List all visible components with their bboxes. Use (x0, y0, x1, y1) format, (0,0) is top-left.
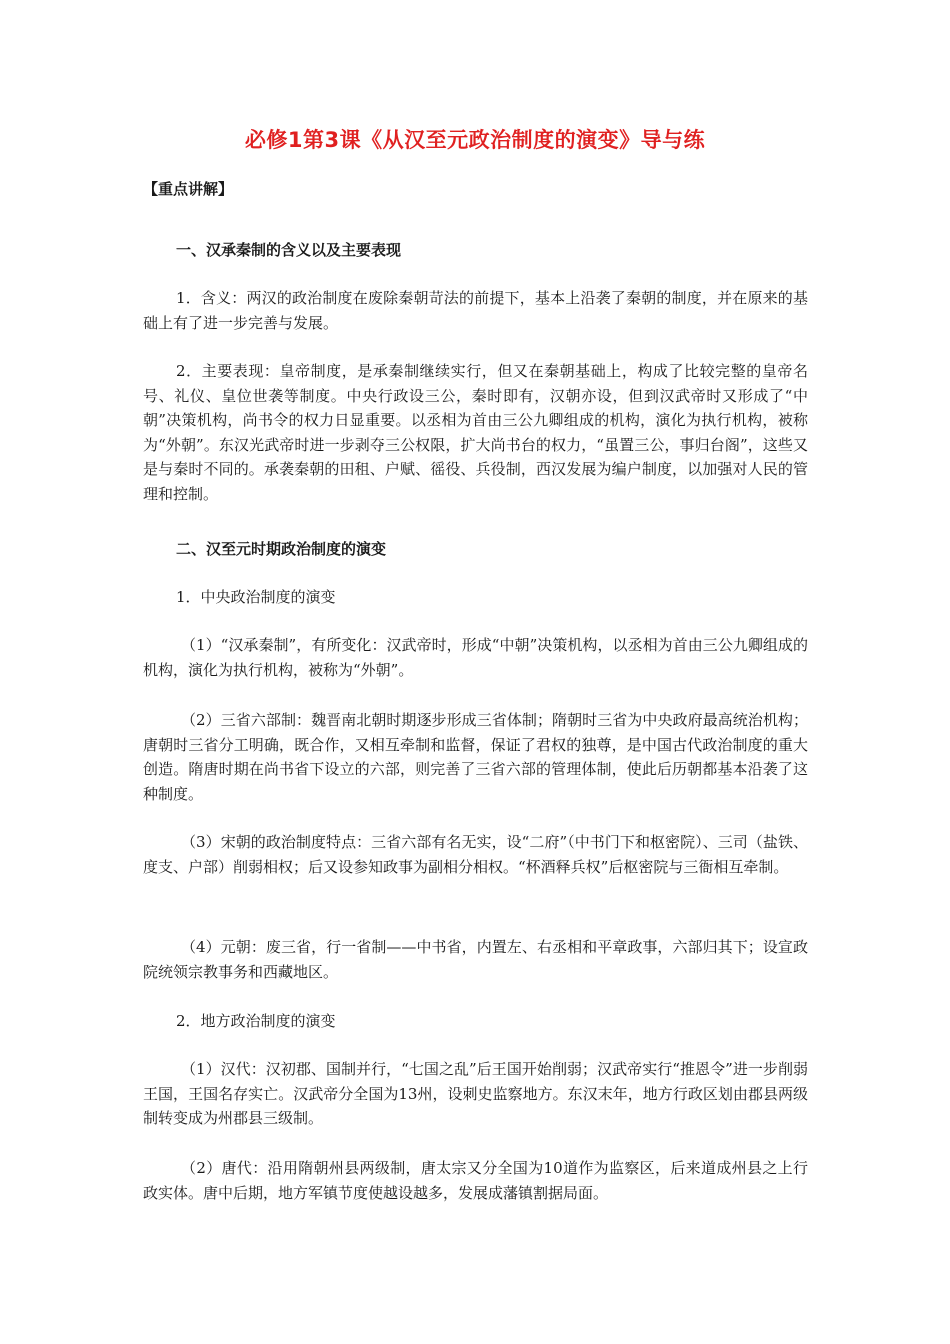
paragraph-local-1: （1）汉代：汉初郡、国制并行，“七国之乱”后王国开始削弱；汉武帝实行“推恩令”进一步削弱王国，王国名存实亡。汉武帝分全国为13州，设刺史监察地方。东汉末年，地方行政区划由郡县两级制转变成为州郡县三级制。 (143, 1060, 808, 1127)
paragraph-central-title: 1．中央政治制度的演变 (176, 588, 336, 606)
paragraph-meaning: 1．含义：两汉的政治制度在废除秦朝苛法的前提下，基本上沿袭了秦朝的制度，并在原来的基础上有了进一步完善与发展。 (143, 289, 808, 332)
paragraph-central-3: （3）宋朝的政治制度特点：三省六部有名无实，设“二府”（中书门下和枢密院）、三司（盐铁、度支、户部）削弱相权；后又设参知政事为副相分相权。“杯酒释兵权”后枢密院与三衙相互牵制。 (143, 833, 808, 876)
section-label: 【重点讲解】 (143, 180, 234, 198)
paragraph-local-2: （2）唐代：沿用隋朝州县两级制，唐太宗又分全国为10道作为监察区，后来道成州县之上行政实体。唐中后期，地方军镇节度使越设越多，发展成藩镇割据局面。 (143, 1159, 808, 1202)
paragraph-local-title: 2．地方政治制度的演变 (176, 1012, 336, 1030)
paragraph-central-1: （1）“汉承秦制”，有所变化：汉武帝时，形成“中朝”决策机构，以丞相为首由三公九卿组成的机构，演化为执行机构，被称为“外朝”。 (143, 636, 808, 679)
paragraph-central-2: （2）三省六部制：魏晋南北朝时期逐步形成三省体制；隋朝时三省为中央政府最高统治机构；唐朝时三省分工明确，既合作，又相互牵制和监督，保证了君权的独尊，是中国古代政治制度的重大创造。隋唐时期在尚书省下设立的六部，则完善了三省六部的管理体制，使此后历朝都基本沿袭了这种制度。 (143, 711, 808, 803)
heading-1: 一、汉承秦制的含义以及主要表现 (176, 241, 402, 259)
paragraph-main-performance: 2．主要表现：皇帝制度，是承秦制继续实行，但又在秦朝基础上，构成了比较完整的皇帝名号、礼仪、皇位世袭等制度。中央行政设三公，秦时即有，汉朝亦设，但到汉武帝时又形成了“中朝”决策机构，尚书令的权力日显重要。以丞相为首由三公九卿组成的机构，演化为执行机构，被称为“外朝”。东汉光武帝时进一步剥夺三公权限，扩大尚书台的权力，“虽置三公，事归台阁”，这些又是与秦时不同的。承袭秦朝的田租、户赋、徭役、兵役制，西汉发展为编户制度，以加强对人民的管理和控制。 (143, 362, 808, 503)
document-title: 必修1第3课《从汉至元政治制度的演变》导与练 (244, 128, 706, 152)
paragraph-central-4: （4）元朝：废三省，行一省制——中书省，内置左、右丞相和平章政事，六部归其下；设宣政院统领宗教事务和西藏地区。 (143, 938, 808, 981)
heading-2: 二、汉至元时期政治制度的演变 (176, 540, 387, 558)
